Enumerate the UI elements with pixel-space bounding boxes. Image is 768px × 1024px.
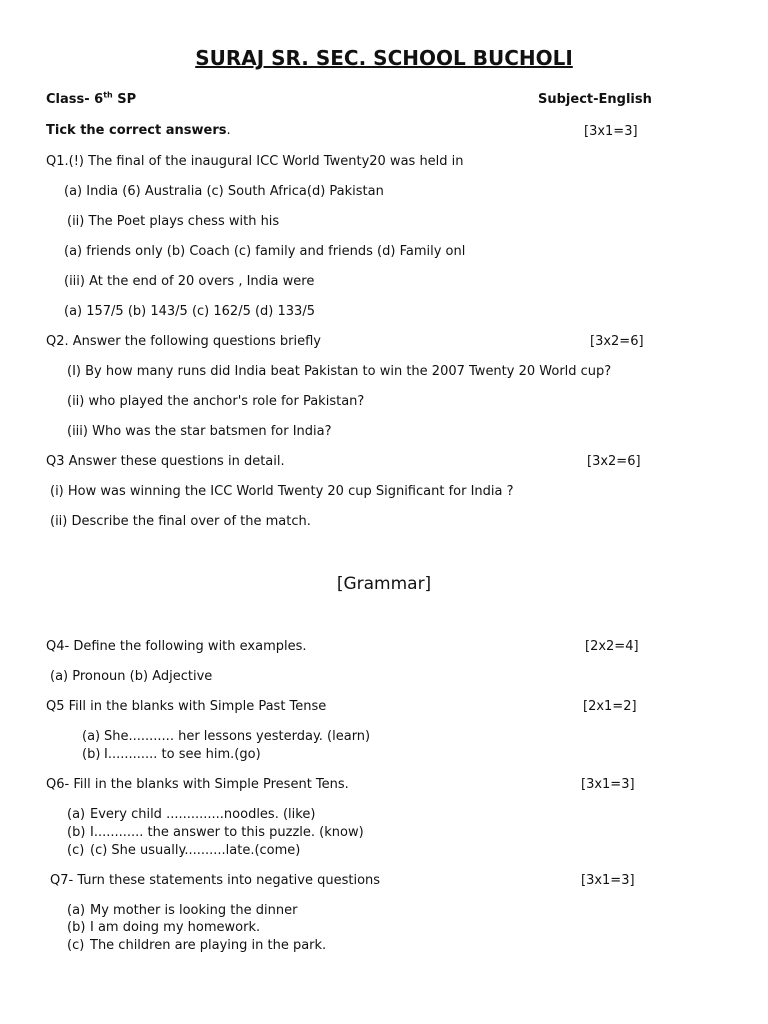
q5-marks: [2x1=2] bbox=[583, 699, 637, 714]
q6-item-label: (b) bbox=[67, 825, 86, 840]
q7-item-text: The children are playing in the park. bbox=[90, 938, 327, 953]
class-prefix: Class- 6 bbox=[46, 92, 104, 107]
q1-options: (a) India (6) Australia (c) South Africa(d) Pakistan bbox=[64, 184, 384, 199]
q2-item: (ii) who played the anchor's role for Pakistan? bbox=[67, 394, 365, 409]
q5-item-label: (a) bbox=[82, 729, 101, 744]
q7-item-text: I am doing my homework. bbox=[90, 920, 261, 935]
q7-item-label: (a) bbox=[67, 903, 86, 918]
q5-item-text: I............ to see him.(go) bbox=[104, 747, 261, 762]
q7-stem: Q7- Turn these statements into negative questions bbox=[50, 873, 381, 888]
q5-item-text: She........... her lessons yesterday. (learn) bbox=[104, 729, 371, 744]
q7-item-label: (b) bbox=[67, 920, 86, 935]
q6-item-label: (a) bbox=[67, 807, 86, 822]
q2-item: (iii) Who was the star batsmen for India? bbox=[67, 424, 332, 439]
q1-ii-stem: (ii) The Poet plays chess with his bbox=[67, 214, 280, 229]
q4-item: (a) Pronoun (b) Adjective bbox=[50, 669, 213, 684]
q7-item-text: My mother is looking the dinner bbox=[90, 903, 298, 918]
grammar-heading: [Grammar] bbox=[336, 574, 432, 594]
q5-item-label: (b) bbox=[82, 747, 101, 762]
class-label bbox=[46, 90, 137, 107]
school-title: SURAJ SR. SEC. SCHOOL BUCHOLI bbox=[195, 46, 573, 70]
tick-instruction-punct: . bbox=[226, 123, 231, 138]
q3-marks: [3x2=6] bbox=[587, 454, 641, 469]
q6-stem: Q6- Fill in the blanks with Simple Present Tens. bbox=[46, 777, 349, 792]
q1-stem: Q1.(!) The final of the inaugural ICC World Twenty20 was held in bbox=[46, 154, 464, 169]
tick-instruction-text: Tick the correct answers bbox=[46, 123, 227, 138]
q2-stem: Q2. Answer the following questions briefly bbox=[46, 334, 321, 349]
q7-item-label: (c) bbox=[67, 938, 85, 953]
q6-item-text: I............ the answer to this puzzle. (know) bbox=[90, 825, 364, 840]
tick-marks: [3x1=3] bbox=[584, 124, 638, 139]
class-suffix: SP bbox=[112, 92, 137, 107]
q4-marks: [2x2=4] bbox=[585, 639, 639, 654]
q1-ii-options: (a) friends only (b) Coach (c) family and friends (d) Family onl bbox=[64, 244, 466, 259]
q6-marks: [3x1=3] bbox=[581, 777, 635, 792]
class-ordinal: th bbox=[103, 90, 113, 100]
q5-stem: Q5 Fill in the blanks with Simple Past Tense bbox=[46, 699, 327, 714]
q3-stem: Q3 Answer these questions in detail. bbox=[46, 454, 285, 469]
q2-marks: [3x2=6] bbox=[590, 334, 644, 349]
q3-item: (i) How was winning the ICC World Twenty 20 cup Significant for India ? bbox=[50, 484, 514, 499]
q2-item: (I) By how many runs did India beat Pakistan to win the 2007 Twenty 20 World cup? bbox=[67, 364, 612, 379]
q6-item-label: (c) bbox=[67, 843, 85, 858]
subject-label: Subject-English bbox=[538, 92, 652, 107]
q6-item-text: (c) She usually..........late.(come) bbox=[90, 843, 301, 858]
q3-item: (ii) Describe the final over of the match. bbox=[50, 514, 311, 529]
q1-iii-stem: (iii) At the end of 20 overs , India were bbox=[64, 274, 315, 289]
q4-stem: Q4- Define the following with examples. bbox=[46, 639, 307, 654]
q1-iii-options: (a) 157/5 (b) 143/5 (c) 162/5 (d) 133/5 bbox=[64, 304, 315, 319]
q7-marks: [3x1=3] bbox=[581, 873, 635, 888]
tick-instruction bbox=[46, 124, 231, 137]
q6-item-text: Every child ..............noodles. (like) bbox=[90, 807, 316, 822]
